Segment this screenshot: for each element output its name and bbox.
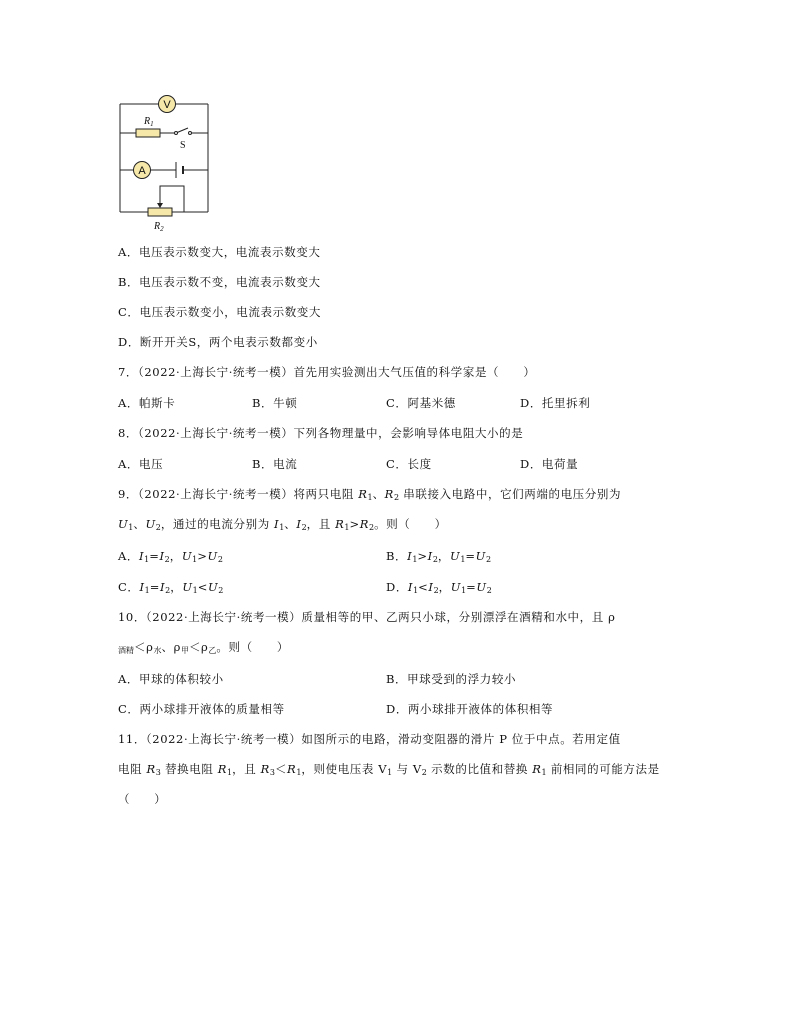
q9-option-a: A．$I_1=I_2$，$U_1>U_2$ bbox=[118, 549, 223, 564]
switch-label: S bbox=[180, 140, 186, 151]
q9-stem-line1: 9．（2022·上海长宁·统考一模）将两只电阻 $R_1$、$R_2$ 串联接入电路中，它们两端的电压分别为 bbox=[118, 487, 622, 502]
q7-stem: 7．（2022·上海长宁·统考一模）首先用实验测出大气压值的科学家是（ ） bbox=[118, 365, 536, 379]
q8-option-c: C．长度 bbox=[386, 457, 432, 471]
rheostat-r2 bbox=[148, 208, 172, 216]
q6-option-d: D．断开开关S，两个电表示数都变小 bbox=[118, 335, 318, 349]
q7-option-a: A．帕斯卡 bbox=[118, 396, 176, 410]
q7-option-b: B．牛顿 bbox=[252, 396, 298, 410]
q9-option-c: C．$I_1=I_2$，$U_1<U_2$ bbox=[118, 580, 224, 595]
q6-option-a: A．电压表示数变大，电流表示数变大 bbox=[118, 245, 321, 259]
circuit-diagram bbox=[112, 92, 222, 232]
r2-label: $R_2$ bbox=[154, 221, 164, 232]
q6-option-b: B．电压表示数不变，电流表示数变大 bbox=[118, 275, 321, 289]
switch-contact-right bbox=[189, 132, 192, 135]
q10-stem-line2: $_{酒精}<\rho_水$、$\rho_甲<\rho_乙$。则（ ） bbox=[118, 640, 290, 655]
q10-option-d: D．两小球排开液体的体积相等 bbox=[386, 702, 554, 716]
q10-option-c: C．两小球排开液体的质量相等 bbox=[118, 702, 285, 716]
q9-stem-line2: $U_1$、$U_2$，通过的电流分别为 $I_1$、$I_2$，且 $R_1>R_2$。则（ ） bbox=[118, 517, 447, 532]
q9-option-b: B．$I_1>I_2$，$U_1=U_2$ bbox=[386, 549, 492, 564]
ammeter-label: A bbox=[138, 165, 146, 177]
q7-option-c: C．阿基米德 bbox=[386, 396, 456, 410]
q10-option-b: B．甲球受到的浮力较小 bbox=[386, 672, 517, 686]
q8-option-d: D．电荷量 bbox=[520, 457, 579, 471]
slider-arrow-icon bbox=[157, 203, 163, 208]
q6-option-c: C．电压表示数变小，电流表示数变大 bbox=[118, 305, 321, 319]
q9-option-d: D．$I_1<I_2$，$U_1=U_2$ bbox=[386, 580, 492, 595]
q8-option-b: B．电流 bbox=[252, 457, 298, 471]
q7-option-d: D．托里拆利 bbox=[520, 396, 591, 410]
q10-option-a: A．甲球的体积较小 bbox=[118, 672, 224, 686]
q8-option-a: A．电压 bbox=[118, 457, 164, 471]
q11-stem-line3: （ ） bbox=[118, 792, 167, 806]
voltmeter-label: V bbox=[163, 99, 171, 111]
q10-stem-line1: 10．（2022·上海长宁·统考一模）质量相等的甲、乙两只小球，分别漂浮在酒精和水中，且 ρ bbox=[118, 610, 616, 624]
q11-stem-line1: 11．（2022·上海长宁·统考一模）如图所示的电路，滑动变阻器的滑片 P 位于中点。若用定值 bbox=[118, 732, 621, 746]
resistor-r1 bbox=[136, 129, 160, 137]
q11-stem-line2: 电阻 $R_3$ 替换电阻 $R_1$，且 $R_3<R_1$，则使电压表 $V_1$ 与 $V_2$ 示数的比值和替换 $R_1$ 前相同的可能方法是 bbox=[118, 762, 660, 777]
r1-label: $R_1$ bbox=[144, 116, 154, 128]
q8-stem: 8．（2022·上海长宁·统考一模）下列各物理量中，会影响导体电阻大小的是 bbox=[118, 426, 524, 440]
switch-contact-left bbox=[175, 132, 178, 135]
